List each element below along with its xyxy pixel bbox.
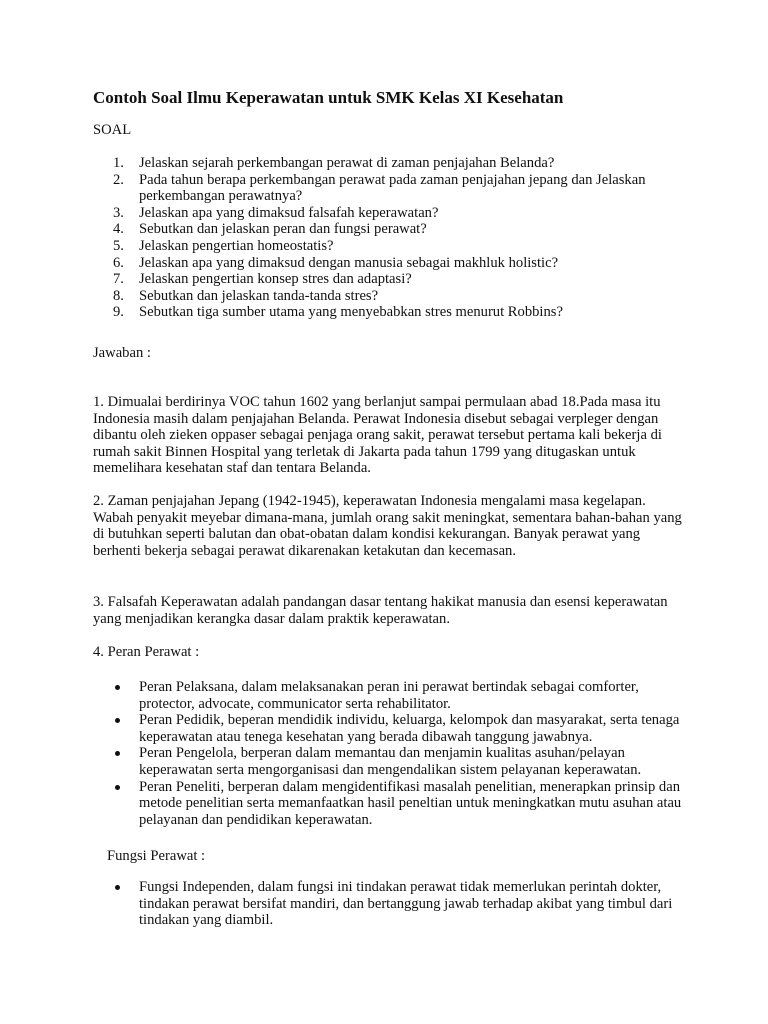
peran-item-text: Peran Pelaksana, dalam melaksanakan peran ini perawat bertindak sebagai comforter, protector, advocate, communicator serta rehabilitator.	[139, 679, 639, 712]
question-number: 7.	[113, 271, 124, 288]
peran-list	[93, 679, 683, 828]
fungsi-list	[93, 879, 683, 929]
answer-paragraph-2: 2. Zaman penjajahan Jepang (1942-1945), keperawatan Indonesia mengalami masa kegelapan. Wabah penyakit meyebar dimana-mana, jumlah orang sakit meningkat, sementara bahan-bahan yang di butuhkan seperti balutan dan obat-obatan dalam kondisi kekurangan. Banyak perawat yang berhenti bekerja sebagai perawat dikarenakan ketakutan dan kecemasan.	[93, 493, 682, 559]
bullet-icon	[115, 885, 120, 890]
question-text: Jelaskan pengertian konsep stres dan adaptasi?	[139, 271, 412, 288]
question-text: Jelaskan apa yang dimaksud falsafah keperawatan?	[139, 204, 439, 221]
question-item	[93, 172, 673, 205]
question-text: Sebutkan dan jelaskan peran dan fungsi perawat?	[139, 221, 427, 238]
question-number: 6.	[113, 254, 124, 271]
soal-heading: SOAL	[93, 122, 132, 138]
question-item	[93, 221, 673, 238]
question-text: Pada tahun berapa perkembangan perawat pada zaman penjajahan jepang dan Jelaskan perkembangan perawatnya?	[139, 171, 646, 205]
question-number: 4.	[113, 221, 124, 238]
peran-item	[93, 745, 683, 778]
peran-item-text: Peran Peneliti, berperan dalam mengidentifikasi masalah penelitian, menerapkan prinsip dan metode penelitian serta memanfaatkan hasil peneltian untuk meningkatkan mutu asuhan atau pelayanan dan pendidikan keperawatan.	[139, 778, 682, 828]
question-item	[93, 304, 673, 321]
question-text: Jelaskan sejarah perkembangan perawat di zaman penjajahan Belanda?	[139, 155, 555, 171]
answer-paragraph-3: 3. Falsafah Keperawatan adalah pandangan dasar tentang hakikat manusia dan esensi keperawatan yang menjadikan kerangka dasar dalam praktik keperawatan.	[93, 594, 668, 627]
fungsi-heading: Fungsi Perawat :	[107, 848, 206, 864]
question-text: Sebutkan tiga sumber utama yang menyebabkan stres menurut Robbins?	[139, 304, 563, 321]
question-item	[93, 288, 673, 305]
bullet-icon	[115, 718, 120, 723]
question-number: 1.	[113, 155, 124, 171]
question-number: 2.	[113, 171, 124, 188]
question-text: Jelaskan pengertian homeostatis?	[139, 237, 334, 254]
jawaban-heading: Jawaban :	[93, 345, 151, 361]
question-item	[93, 255, 673, 272]
peran-item	[93, 679, 683, 712]
fungsi-item-text: Fungsi Independen, dalam fungsi ini tindakan perawat tidak memerlukan perintah dokter, tindakan perawat bersifat mandiri, dan bertanggung jawab terhadap akibat yang timbul dari tindakan yang diambil.	[139, 879, 673, 929]
bullet-icon	[115, 785, 120, 790]
question-list	[93, 155, 673, 321]
peran-heading: 4. Peran Perawat :	[93, 644, 200, 660]
question-text: Sebutkan dan jelaskan tanda-tanda stres?	[139, 287, 379, 304]
document-title: Contoh Soal Ilmu Keperawatan untuk SMK Kelas XI Kesehatan	[93, 88, 564, 107]
peran-item	[93, 779, 683, 829]
question-item	[93, 155, 673, 172]
bullet-icon	[115, 751, 120, 756]
question-number: 5.	[113, 237, 124, 254]
question-item	[93, 238, 673, 255]
question-item	[93, 205, 673, 222]
fungsi-item	[93, 879, 683, 929]
question-number: 9.	[113, 304, 124, 321]
question-number: 3.	[113, 204, 124, 221]
bullet-icon	[115, 685, 120, 690]
question-item	[93, 271, 673, 288]
answer-paragraph-1: 1. Dimualai berdirinya VOC tahun 1602 yang berlanjut sampai permulaan abad 18.Pada masa itu Indonesia masih dalam penjajahan Belanda. Perawat Indonesia disebut sebagai verpleger dengan dibantu oleh zieken oppaser sebagai penjaga orang sakit, perawat tersebut pertama kali bekerja di rumah sakit Binnen Hospital yang terletak di Jakarta pada tahun 1799 yang ditugaskan untuk memelihara kesehatan staf dan tentara Belanda.	[93, 394, 662, 477]
peran-item-text: Peran Pengelola, berperan dalam memantau dan menjamin kualitas asuhan/pelayan keperawatan serta mengorganisasi dan mengendalikan sistem pelayanan keperawatan.	[139, 745, 642, 778]
question-text: Jelaskan apa yang dimaksud dengan manusia sebagai makhluk holistic?	[139, 254, 559, 271]
peran-item-text: Peran Pedidik, beperan mendidik individu, keluarga, kelompok dan masyarakat, serta tenaga keperawatan atau tenega kesehatan yang berada dibawah tanggung jawabnya.	[139, 712, 680, 745]
question-number: 8.	[113, 287, 124, 304]
peran-item	[93, 712, 683, 745]
